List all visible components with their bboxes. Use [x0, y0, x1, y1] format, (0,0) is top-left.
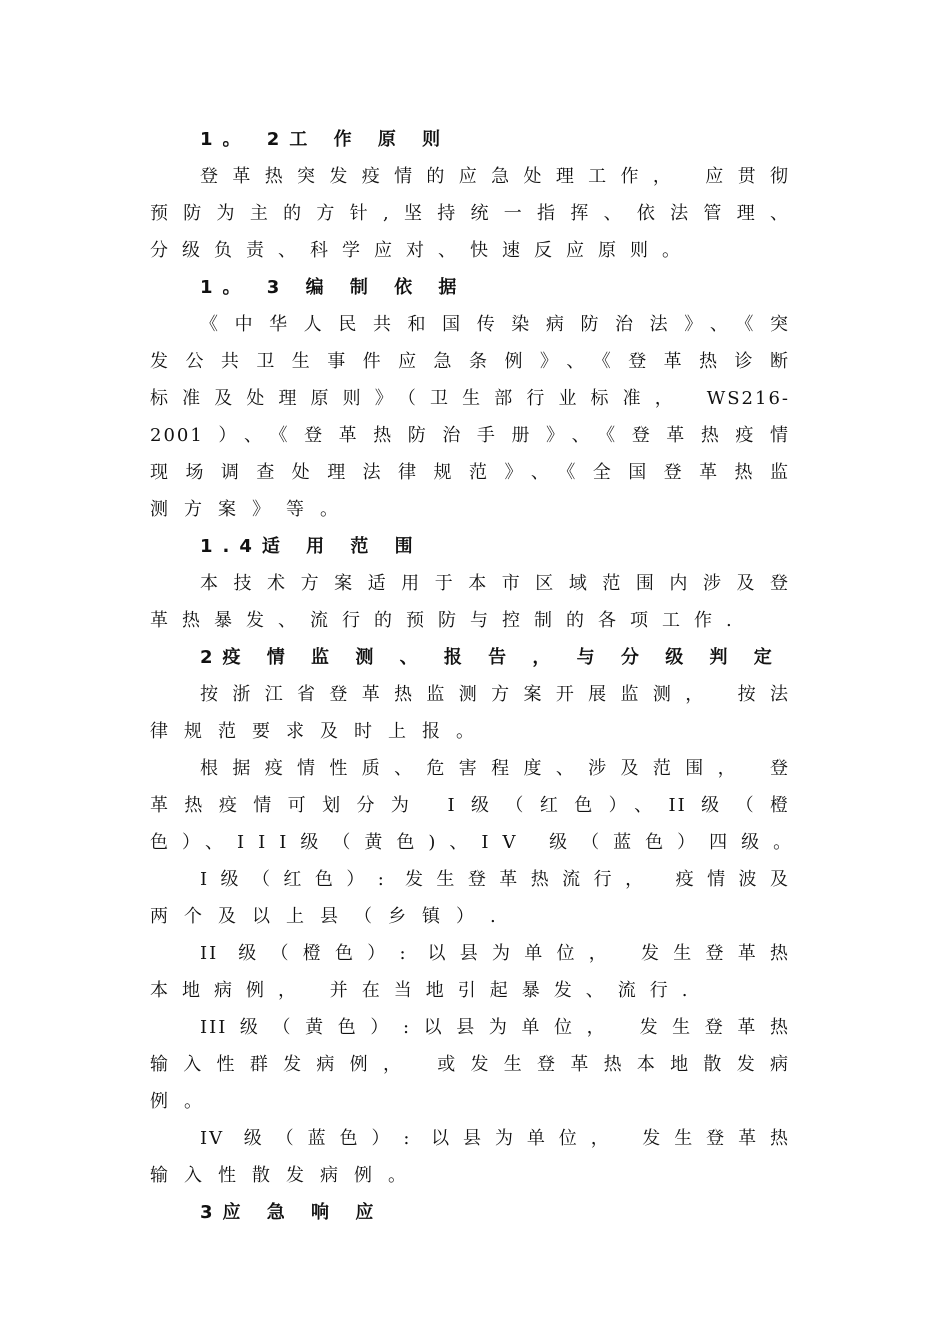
text-line: 发公共卫生事件应急条例》、《登革热诊断	[150, 351, 790, 372]
text-line: 分级负责、科学应对、快速反应原则。	[150, 240, 694, 261]
text-line: I级（红色）: 发生登革热流行， 疫情波及	[200, 869, 790, 890]
heading-1-3: 1。 3 编 制 依 据	[200, 277, 467, 298]
text-line: 革热暴发、流行的预防与控制的各项工作.	[150, 610, 746, 631]
paragraph-level-1	[150, 861, 790, 935]
text-line: 本地病例， 并在当地引起暴发、流行.	[150, 980, 702, 1001]
text-line: 2001）、《登革热防治手册》、《登革热疫情	[150, 425, 790, 446]
paragraph-level-2	[150, 935, 790, 1009]
paragraph-monitoring	[150, 676, 790, 750]
text-line: 现场调查处理法律规范》、《全国登革热监	[150, 462, 790, 483]
text-line: 律规范要求及时上报。	[150, 721, 490, 742]
text-line: 标准及处理原则》（卫生部行业标准， WS216-	[150, 388, 790, 409]
text-line: 色）、III级（黄色)、IV 级（蓝色）四级。	[150, 832, 806, 853]
text-line: 预防为主的方针,坚持统一指挥、依法管理、	[150, 203, 790, 224]
text-line: 测方案》等。	[150, 499, 354, 520]
text-line: III级（黄色）:以县为单位， 发生登革热	[200, 1017, 790, 1038]
heading-1-4: 1.4适 用 范 围	[200, 536, 423, 557]
text-line: II 级（橙色）: 以县为单位， 发生登革热	[200, 943, 790, 964]
document-body	[150, 121, 806, 1231]
paragraph-scope	[150, 565, 790, 639]
heading-3: 3应 急 响 应	[200, 1202, 384, 1223]
text-line: 根据疫情性质、危害程度、涉及范围， 登	[200, 758, 790, 779]
text-line: 《中华人民共和国传染病防治法》、《突	[200, 314, 790, 335]
text-line: 例。	[150, 1091, 218, 1112]
heading-2: 2疫 情 监 测 、 报 告 ， 与 分 级 判 定	[200, 647, 782, 668]
paragraph-basis	[150, 306, 790, 528]
text-line: 按浙江省登革热监测方案开展监测， 按法	[200, 684, 790, 705]
paragraph-level-4	[150, 1120, 790, 1194]
heading-1-2: 1。 2工 作 原 则	[200, 129, 451, 150]
paragraph-grading	[150, 750, 806, 861]
text-line: IV 级（蓝色）: 以县为单位， 发生登革热	[200, 1128, 790, 1149]
text-line: 输入性散发病例。	[150, 1165, 422, 1186]
paragraph-level-3	[150, 1009, 790, 1120]
text-line: 革热疫情可划分为 I级（红色）、II级（橙	[150, 795, 790, 816]
text-line: 本技术方案适用于本市区域范围内涉及登	[200, 573, 790, 594]
paragraph-principles	[150, 158, 790, 269]
text-line: 登革热突发疫情的应急处理工作， 应贯彻	[200, 166, 790, 187]
text-line: 输入性群发病例， 或发生登革热本地散发病	[150, 1054, 790, 1075]
text-line: 两个及以上县（乡镇）.	[150, 906, 512, 927]
